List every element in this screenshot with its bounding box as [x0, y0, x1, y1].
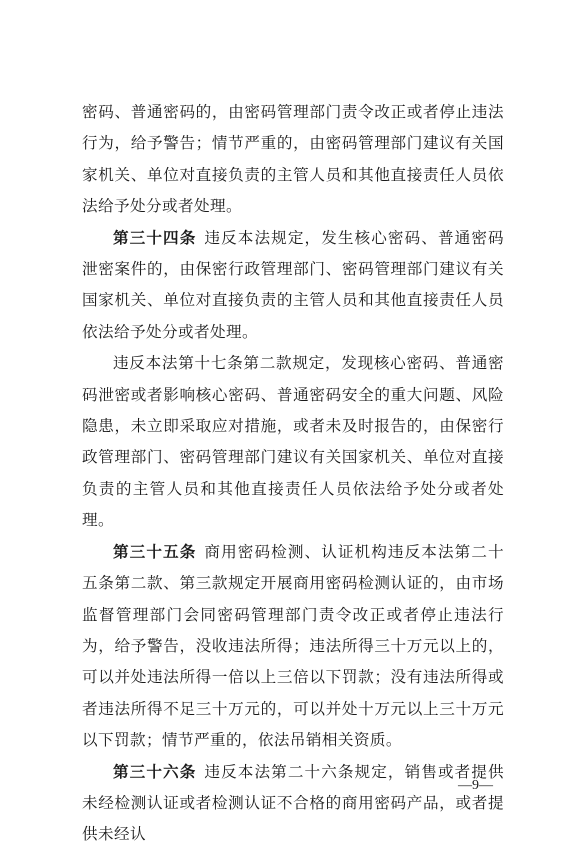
- paragraph-article-34: [82, 223, 504, 349]
- paragraph-article-35: [82, 537, 504, 757]
- paragraph-text: 违反本法第十七条第二款规定，发现核心密码、普通密码泄密或者影响核心密码、普通密码安全的重大问题、风险隐患，未立即采取应对措施，或者未及时报告的，由保密行政管理部门、密码管理部门建议有关国家机关、单位对直接负责的主管人员和其他直接责任人员依法给予处分或者处理。: [82, 354, 504, 530]
- article-number: 第三十四条: [113, 228, 197, 247]
- article-number: 第三十六条: [113, 762, 197, 781]
- paragraph-text: 密码、普通密码的，由密码管理部门责令改正或者停止违法行为，给予警告；情节严重的，由密码管理部门建议有关国家机关、单位对直接负责的主管人员和其他直接责任人员依法给予处分或者处理。: [82, 103, 504, 216]
- paragraph-text: 违反本法规定，发生核心密码、普通密码泄密案件的，由保密行政管理部门、密码管理部门建议有关国家机关、单位对直接负责的主管人员和其他直接责任人员依法给予处分或者处理。: [82, 228, 504, 341]
- paragraph-text: 商用密码检测、认证机构违反本法第二十五条第二款、第三款规定开展商用密码检测认证的，由市场监督管理部门会同密码管理部门责令改正或者停止违法行为，给予警告，没收违法所得；违法所得三十万元以上的，可以并处违法所得一倍以上三倍以下罚款；没有违法所得或者违法所得不足三十万元的，可以并处十万元以上三十万元以下罚款；情节严重的，依法吊销相关资质。: [82, 542, 504, 750]
- paragraph-text: 违反本法第二十六条规定，销售或者提供未经检测认证或者检测认证不合格的商用密码产品，或者提供未经认: [82, 762, 504, 844]
- article-number: 第三十五条: [113, 542, 197, 561]
- paragraph-article-34-clause-2: [82, 348, 504, 536]
- page-number: —9—: [458, 778, 493, 793]
- paragraph-article-36: [82, 757, 504, 851]
- paragraph-continuation: [82, 97, 504, 223]
- document-body: [82, 97, 504, 851]
